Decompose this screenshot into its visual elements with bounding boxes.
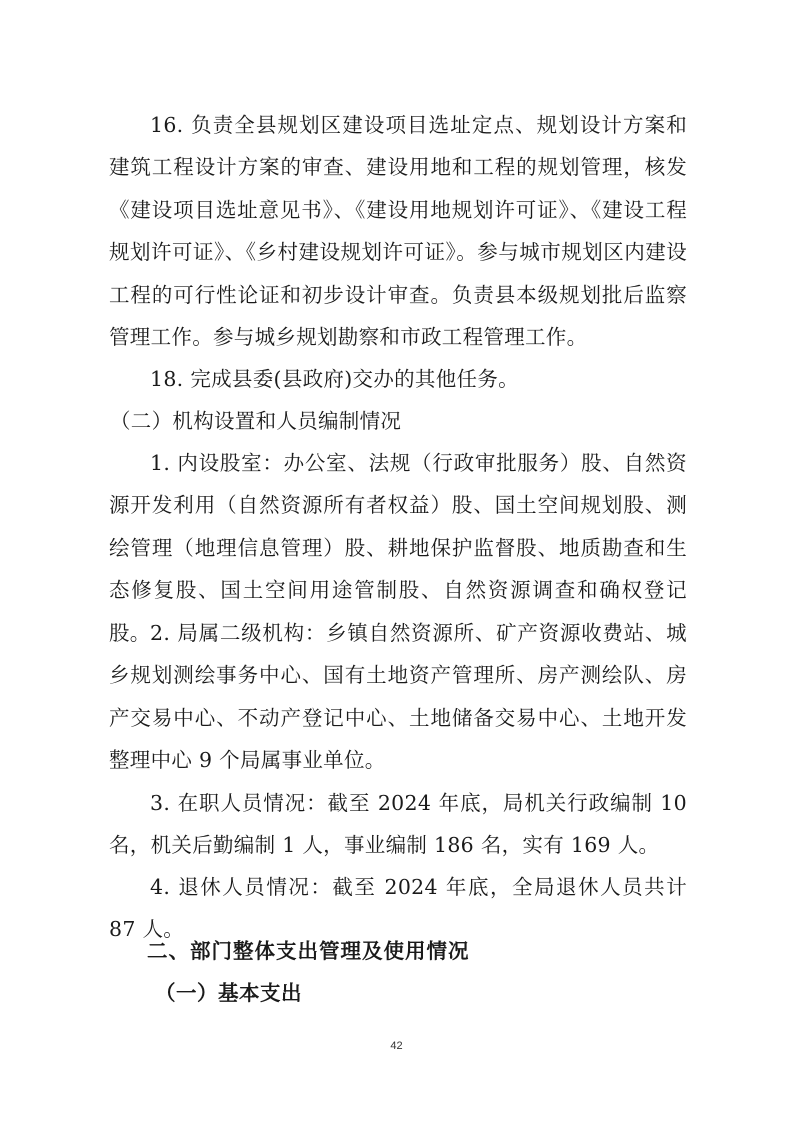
subsection-heading-basic-expenditure: （一）基本支出 xyxy=(155,981,302,1005)
section-heading-organization: （二）机构设置和人员编制情况 xyxy=(110,409,402,433)
paragraph-internal-departments: 1. 内设股室：办公室、法规（行政审批服务）股、自然资源开发利用（自然资源所有者权益）股、国土空间规划股、测绘管理（地理信息管理）股、耕地保护监督股、地质勘查和生态修复股、国土空间用途管制股、自然资源调查和确权登记股。 xyxy=(109,451,687,645)
section-heading-expenditure: 二、部门整体支出管理及使用情况 xyxy=(147,939,470,963)
paragraph-retired-staff: 4. 退休人员情况：截至 2024 年底，全局退休人员共计 87 人。 xyxy=(109,875,687,942)
paragraph-item-18: 18. 完成县委(县政府)交办的其他任务。 xyxy=(150,367,519,391)
paragraph-subordinate-units: 2. 局属二级机构：乡镇自然资源所、矿产资源收费站、城乡规划测绘事务中心、国有土地资产管理所、房产测绘队、房产交易中心、不动产登记中心、土地储备交易中心、土地开发整理中心 9 个局属事业单位。 xyxy=(109,621,687,773)
page-number: 42 xyxy=(390,1040,403,1052)
paragraph-staff-status: 3. 在职人员情况：截至 2024 年底，局机关行政编制 10 名，机关后勤编制 1 人，事业编制 186 名，实有 169 人。 xyxy=(109,791,687,858)
paragraph-item-16: 16. 负责全县规划区建设项目选址定点、规划设计方案和建筑工程设计方案的审查、建设用地和工程的规划管理，核发《建设项目选址意见书》、《建设用地规划许可证》、《建设工程规划许可证》、《乡村建设规划许可证》。参与城市规划区内建设工程的可行性论证和初步设计审查。负责县本级规划批后监察管理工作。参与城乡规划勘察和市政工程管理工作。 xyxy=(109,113,687,350)
